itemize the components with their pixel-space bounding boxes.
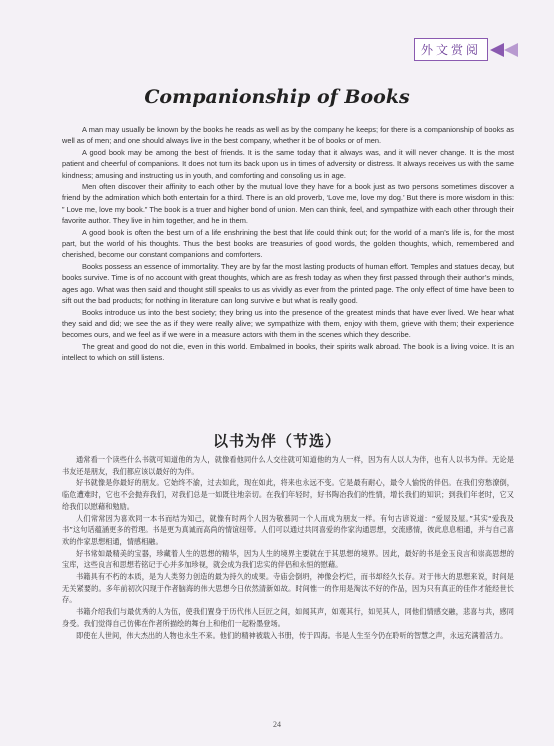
english-paragraph: A good book may be among the best of friends. It is the same today that it always was, and it will never change. It is the most patient and cheerful of companions. It does not turn its back upon us in times of adversity or distress. It always receives us with the same kindness; amusing and instructing us in youth, and comforting and consoling us in age.	[62, 147, 514, 180]
chinese-body	[62, 454, 514, 641]
english-paragraph: The great and good do not die, even in this world. Embalmed in books, their spirits walk abroad. The book is a living voice. It is an intellect to which on still listens.	[62, 341, 514, 363]
section-label-badge	[414, 38, 524, 61]
english-paragraph: Books introduce us into the best society; they bring us into the presence of the greatest minds that have ever lived. We hear what they said and did; we see the as if they were really alive; we sympathize with them, enjoy with them, grieve with them; their experience becomes ours, and we feel as if we were in a measure actors with them in the scenes which they describe.	[62, 307, 514, 340]
chinese-paragraph: 书籍具有不朽的本质，是为人类努力创造的最为持久的成果。寺庙会倒坍，神像会朽烂，而书却经久长存。对于伟大的思想来说，时间是无关紧要的。多年前初次闪现于作者脑海的伟大思想今日依然清新如故。时间惟一的作用是淘汰不好的作品，因为只有真正的佳作才能经世长存。	[62, 572, 514, 605]
english-paragraph: A man may usually be known by the books he reads as well as by the company he keeps; for there is a companionship of books as well as of men; and one should always live in the best company, whether it be of books or of men.	[62, 125, 514, 146]
chinese-paragraph: 好书常如最精美的宝器，珍藏着人生的思想的精华，因为人生的境界主要就在于其思想的境界。因此，最好的书是金玉良言和崇高思想的宝库，这些良言和思想若铭记于心并多加珍视，就会成为我们忠实的伴侣和永恒的慰藉。	[62, 548, 514, 570]
chinese-paragraph: 好书就像是你最好的朋友。它始终不渝，过去如此，现在如此，将来也永远不变。它是最有耐心，最令人愉悦的伴侣。在我们穷愁潦倒，临危遭难时，它也不会抛弃我们，对我们总是一如既往地亲切。在我们年轻时，好书陶冶我们的性情，增长我们的知识；到我们年老时，它又给我们以慰藉和勉励。	[62, 478, 514, 511]
english-body	[62, 124, 514, 364]
chinese-paragraph: 书籍介绍我们与最优秀的人为伍，使我们置身于历代伟人巨匠之间，如闻其声，如观其行，如见其人，同他们情感交融，悲喜与共，感同身受。我们觉得自己仿佛在作者所描绘的舞台上和他们一起粉墨登场。	[62, 607, 514, 628]
translation-title: 以书为伴（节选）	[212, 432, 341, 450]
article-title: Companionship of Books	[144, 86, 410, 108]
page-number: 24	[273, 720, 281, 729]
english-paragraph: A good book is often the best urn of a life enshrining the best that life could think out; for the world of a man’s life is, for the most part, but the world of his thoughts. Thus the best books are treasuries of good words, the golden thoughts, which, remembered and cherished, become our constant companions and comforters.	[62, 227, 514, 260]
chinese-paragraph: 人们常常因为喜欢同一本书而结为知己，就像有时两个人因为敬慕同一个人而成为朋友一样。有句古谚说道：“爱屋及屋。”其实“爱我及书”这句话蕴涵更多的哲理。书是更为真诚而高尚的情谊纽带。人们可以通过共同喜爱的作家沟通思想，交流感情，彼此息息相通，并与自己喜欢的作家思想相通，情感相融。	[62, 513, 514, 546]
double-left-arrow-icon	[490, 43, 524, 57]
section-label: 外文赏阅	[414, 38, 488, 61]
chinese-paragraph: 通常看一个读些什么书就可知道他的为人，就像看他同什么人交往就可知道他的为人一样，因为有人以人为伴，也有人以书为伴。无论是书友还是朋友，我们都应该以最好的为伴。	[62, 455, 514, 476]
english-paragraph: Books possess an essence of immortality. They are by far the most lasting products of human effort. Temples and statues decay, but books survive. Time is of no account with great thoughts, which are as fresh today as when they first passed through their author’s minds, ages ago. What was then said and thought still speaks to us as vividly as ever from the printed page. The only effect of time have been to sift out the bad products; for nothing in literature can long survive e but what is really good.	[62, 261, 514, 306]
english-paragraph: Men often discover their affinity to each other by the mutual love they have for a book just as two persons sometimes discover a friend by the admiration which both entertain for a third. There is an old proverb, ‘Love me, love my dog.’ But there is more wisdom in this: ” Love me, love my book.” The book is a truer and higher bond of union. Men can think, feel, and sympathize with each other through their favorite author. They live in him together, and he in them.	[62, 182, 514, 226]
chinese-paragraph: 即使在人世间，伟大杰出的人物也永生不来。他们的精神被载入书册，传于四海。书是人生至今仍在聆听的智慧之声，永远充满着活力。	[76, 630, 508, 640]
